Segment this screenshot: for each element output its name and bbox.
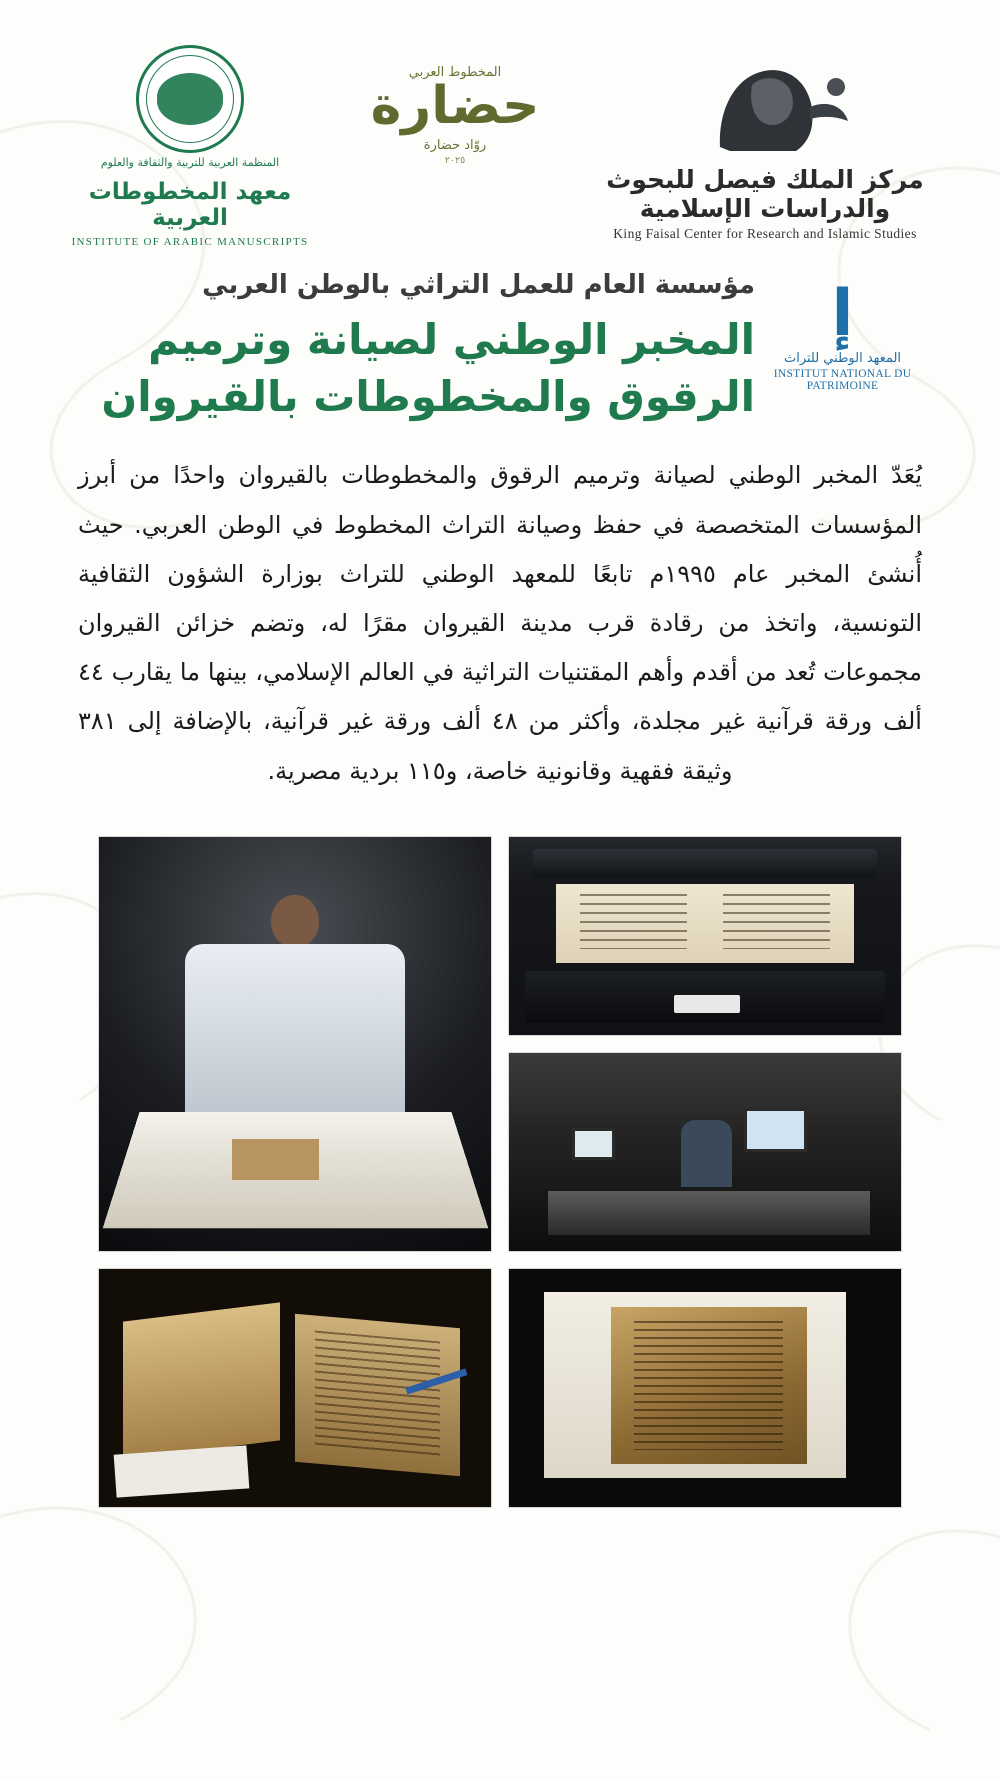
photo-manuscript-stacks xyxy=(98,1268,492,1508)
title-block xyxy=(0,250,1000,425)
hadarah-emblem xyxy=(340,45,570,166)
supertitle: مؤسسة العام للعمل التراثي بالوطن العربي xyxy=(202,270,755,300)
king-faisal-center-logo xyxy=(590,45,940,242)
photo-manuscript-folio xyxy=(508,1268,902,1508)
iam-org-line: المنظمة العربية للتربية والثقافة والعلوم xyxy=(100,156,280,169)
emblem-title: حضارة xyxy=(370,76,540,136)
logo-row xyxy=(0,0,1000,250)
kfc-name-arabic: مركز الملك فيصل للبحوث والدراسات الإسلامية xyxy=(606,165,924,223)
page-title: المخبر الوطني لصيانة وترميم الرقوق والمخطوطات بالقيروان xyxy=(101,315,755,421)
kfc-name-english: King Faisal Center for Research and Islamic Studies xyxy=(613,226,917,241)
inp-name-french: INSTITUT NATIONAL DU PATRIMOINE xyxy=(773,367,912,392)
photo-book-scanner xyxy=(508,836,902,1036)
photo-gallery xyxy=(0,796,1000,1538)
iam-name-arabic: معهد المخطوطات العربية xyxy=(88,179,292,231)
photo-restoration-technician xyxy=(98,836,492,1252)
emblem-year: ٢٠٢٥ xyxy=(444,155,466,166)
body-paragraph: يُعَدّ المخبر الوطني لصيانة وترميم الرقوق والمخطوطات بالقيروان واحدًا من أبرز المؤسسات المتخصصة في حفظ وصيانة التراث المخطوط في الوطن العربي. حيث أُنشئ المخبر عام ١٩٩٥م تابعًا للمعهد الوطني للتراث بوزارة الشؤون الثقافية التونسية، واتخذ من رقادة قرب مدينة القيروان مقرًا له، وتضم خزائن القيروان مجموعات تُعد من أقدم وأهم المقتنيات التراثية في العالم الإسلامي، بينها ما يقارب ٤٤ ألف ورقة قرآنية غير مجلدة، وأكثر من ٤٨ ألف ورقة غير قرآنية، بالإضافة إلى ٣٨١ وثيقة فقهية وقانونية خاصة، و١١٥ بردية مصرية. xyxy=(78,461,922,785)
photo-digitization-lab xyxy=(508,1052,902,1252)
emblem-tagline: روّاد حضارة xyxy=(423,138,487,153)
king-faisal-portrait-icon xyxy=(660,51,870,163)
emblem-subtitle: المخطوط العربي xyxy=(408,65,502,80)
globe-icon xyxy=(157,73,223,125)
globe-ring-icon xyxy=(136,45,244,153)
inp-mark-icon: إ xyxy=(831,277,854,351)
institut-national-du-patrimoine-logo xyxy=(755,270,930,392)
institute-of-arabic-manuscripts-logo xyxy=(60,45,320,248)
iam-name-english: INSTITUTE OF ARABIC MANUSCRIPTS xyxy=(71,236,309,248)
inp-name-arabic: المعهد الوطني للتراث xyxy=(783,350,902,366)
